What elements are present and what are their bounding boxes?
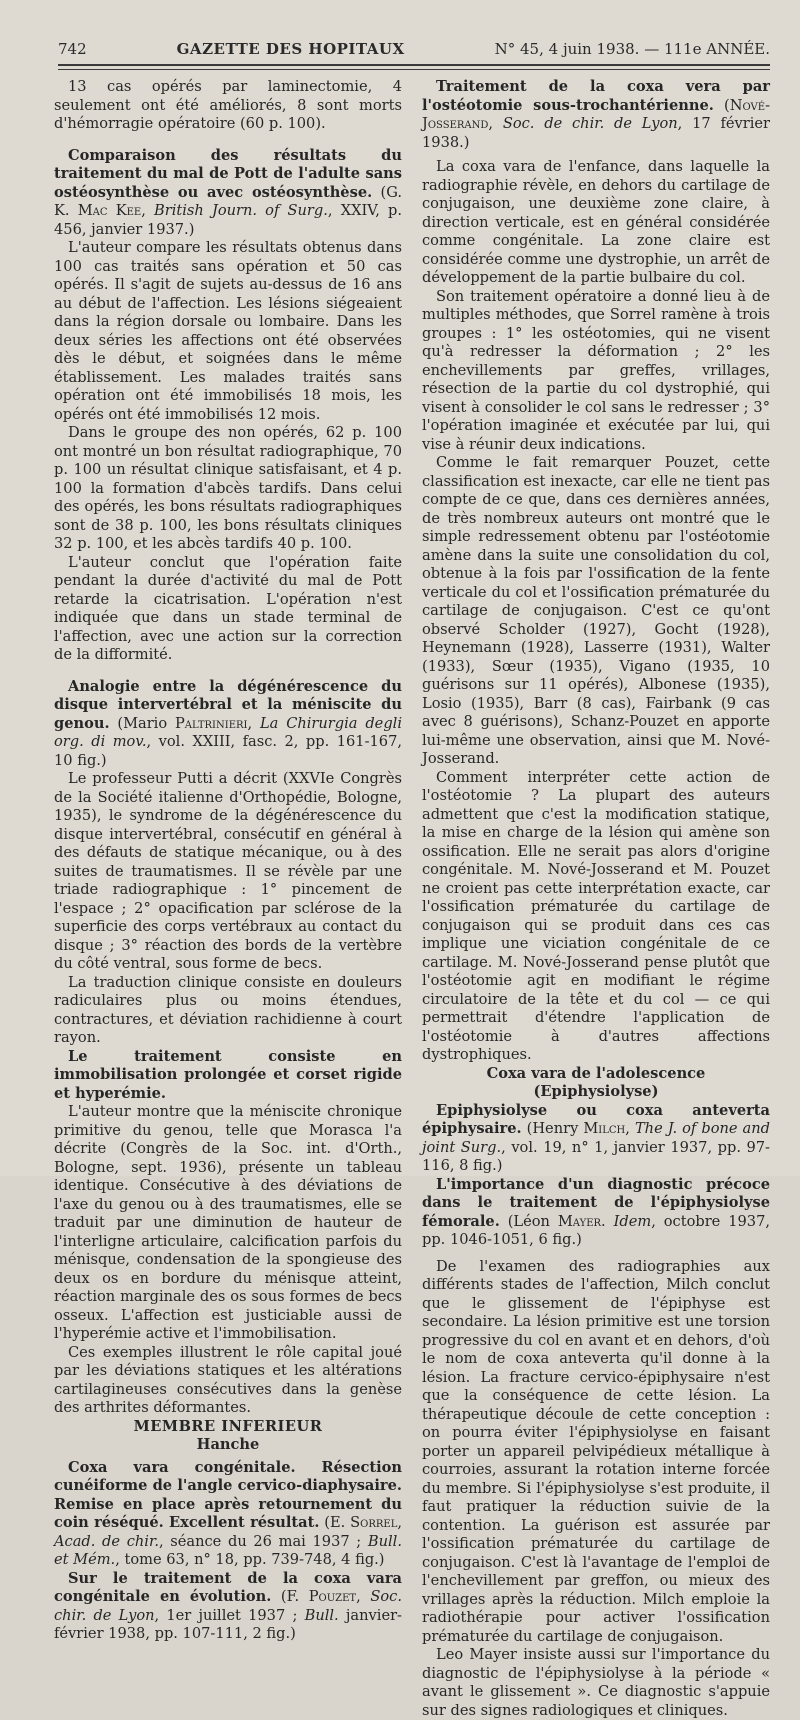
article-heading	[54, 1459, 402, 1570]
ref-text: ,	[397, 1514, 402, 1531]
ref-text: ,	[247, 714, 260, 732]
author-name: Paltrinieri	[174, 714, 248, 732]
article-title: Epiphysiolyse ou coxa anteverta épiphysaire.	[422, 1101, 770, 1137]
author-name: Sorrel	[350, 1514, 398, 1531]
paragraph: L'auteur conclut que l'opération faite pendant la durée d'activité du mal de Pott retarde la cicatrisation. L'opération n'est indiquée que dans un stade terminal de l'affection, avec une action sur la correction de la difformité.	[54, 553, 402, 663]
paragraph: Ces exemples illustrent le rôle capital joué par les déviations statiques et les altérations cartilagineuses consécutives dans la genèse des arthrites déformantes.	[54, 1343, 402, 1416]
article-heading	[422, 78, 770, 152]
paragraph: Leo Mayer insiste aussi sur l'importance du diagnostic de l'épiphysiolyse à la période « avant le glissement ». Ce diagnostic s'appuie sur des signes radiologiques et cliniques.	[422, 1646, 770, 1719]
article-heading	[54, 1570, 402, 1644]
journal-name: The J. of bone and joint Surg.	[422, 1120, 770, 1156]
author-name: Mac Kee	[77, 202, 142, 219]
issue-info: N° 45, 4 juin 1938. — 111e ANNÉE.	[494, 40, 770, 58]
ref-text: , 1er juillet 1937 ;	[154, 1606, 305, 1624]
left-column	[54, 78, 402, 1644]
article-title: Sur le traitement de la coxa vara congénitale en évolution.	[54, 1569, 402, 1605]
ref-text: janvier-février 1938, pp. 107-111, 2 fig.)	[54, 1606, 402, 1642]
paragraph: Son traitement opératoire a donné lieu à de multiples méthodes, que Sorrel ramène à trois groupes : 1° les ostéotomies, qui ne visent qu'à redresser la déformation ; 2° les enchevillements par greffes, vrillages, résection de la partie du col dystrophié, qui visent à consolider le col sans le redresser ; 3° l'opération imaginée et exécutée par lui, qui vise à réunir deux indications.	[422, 287, 770, 453]
ref-text: ,	[488, 115, 503, 132]
ref-text: (E.	[319, 1514, 351, 1531]
article-title: Comparaison des résultats du traitement du mal de Pott de l'adulte sans ostéosynthèse ou avec ostéosynthèse.	[54, 146, 402, 201]
ref-text: , tome 63, n° 18, pp. 739-748, 4 fig.)	[115, 1551, 385, 1568]
article-title: Analogie entre la dégénérescence du disque intervertébral et la méniscite du genou.	[54, 677, 402, 732]
paragraph: Le traitement consiste en immobilisation prolongée et corset rigide et hyperémie.	[54, 1047, 402, 1102]
ref-text: , octobre 1937, pp. 1046-1051, 6 fig.)	[422, 1212, 771, 1248]
ref-text: ,	[625, 1120, 635, 1137]
paragraph: La traduction clinique consiste en douleurs radiculaires plus ou moins étendues, contractures, et déviation rachidienne à court rayon.	[54, 973, 402, 1046]
header-rule-thin	[58, 69, 770, 70]
journal-title: GAZETTE DES HOPITAUX	[176, 40, 405, 58]
ref-text: , séance du 26 mai 1937 ;	[158, 1532, 368, 1550]
author-name: Mayer	[557, 1212, 602, 1230]
paragraph: Comme le fait remarquer Pouzet, cette classification est inexacte, car elle ne tient pas compte de ce que, dans ces dernières années, de très nombreux auteurs ont montré que le simple redressement obtenu par l'ostéotomie amène dans la suite une consolidation du col, obtenue à la fois par l'ossification de la fente verticale du col et l'ossification prématurée du cartilage de conjugaison. C'est ce qu'ont observé Scholder (1927), Gocht (1928), Heynemann (1928), Lasserre (1931), Walter (1933), Sœur (1935), Vigano (1935, 10 guérisons sur 11 opérés), Albonese (1935), Losio (1935), Barr (8 cas), Fairbank (9 cas avec 8 guérisons), Schanz-Pouzet en apporte lui-même une observation, ainsi que M. Nové-Josserand.	[422, 454, 770, 767]
author-name: Nové-Josserand	[422, 96, 770, 132]
ref-text: (Mario	[109, 714, 175, 732]
ref-text: , vol. XXIII, fasc. 2, pp. 161-167, 10 fig.)	[54, 733, 403, 769]
article-title: Coxa vara congénitale. Résection cunéiforme de l'angle cervico-diaphysaire. Remise en place après retournement du coin réséqué. Excellent résultat.	[54, 1458, 402, 1531]
journal-name: British Journ. of Surg.	[154, 202, 328, 219]
ref-text: (Léon	[499, 1212, 558, 1230]
author-name: Pouzet	[308, 1588, 357, 1605]
paragraph: Dans le groupe des non opérés, 62 p. 100 ont montré un bon résultat radiographique, 70 p. 100 un résultat clinique satisfaisant, et 4 p. 100 la formation d'abcès tardifs. Dans celui des opérés, les bons résultats radiographiques sont de 38 p. 100, les bons résultats cliniques 32 p. 100, et les abcès tardifs 40 p. 100.	[54, 424, 402, 552]
journal-name: Soc. chir. de Lyon	[54, 1588, 402, 1624]
ref-text: ,	[356, 1588, 371, 1605]
ref-text: .	[601, 1212, 614, 1230]
subsection-title: Hanche	[196, 1436, 260, 1453]
right-column	[422, 78, 770, 1720]
journal-name: Soc. de chir. de Lyon	[502, 115, 678, 132]
paragraph: 13 cas opérés par laminectomie, 4 seulement ont été améliorés, 8 sont morts d'hémorragie opératoire (60 p. 100).	[54, 78, 402, 132]
paragraph: La coxa vara de l'enfance, dans laquelle la radiographie révèle, en dehors du cartilage de conjugaison, une deuxième zone claire, à direction verticale, est en général considérée comme congénitale. La zone claire est considérée comme une dystrophie, un arrêt de développement de la partie bulbaire du col.	[422, 158, 770, 286]
paragraph: L'auteur compare les résultats obtenus dans 100 cas traités sans opération et 50 cas opérés. Il s'agit de sujets au-dessus de 16 ans au début de l'affection. Les lésions siégeaient dans la région dorsale ou lombaire. Dans les deux séries les affections ont été observées dès le début, et soignées dans le même établissement. Les malades traités sans opération ont été immobilisés 18 mois, les opérés ont été immobilisés 12 mois.	[54, 239, 402, 423]
ref-text: (	[713, 96, 730, 114]
journal-name: Bull. et Mém.	[54, 1532, 402, 1568]
header-rule	[58, 64, 770, 66]
paragraph: Le professeur Putti a décrit (XXVIe Congrès de la Société italienne d'Orthopédie, Bologne, 1935), le syndrome de la dégénérescence du disque intervertébral, consécutif en général à des défauts de statique mécanique, ou à des suites de traumatismes. Il se révèle par une triade radiographique : 1° pincement de l'espace ; 2° opacification par sclérose de la superficie des corps vertébraux au contact du disque ; 3° réaction des bords de la vertèbre du côté ventral, sous forme de becs.	[54, 770, 402, 972]
article-heading	[54, 147, 402, 240]
subsection-title: Coxa vara de l'adolescence (Epiphysiolyse)	[486, 1064, 706, 1100]
ref-text: , vol. 19, n° 1, janvier 1937, pp. 97-116, 8 fig.)	[422, 1138, 770, 1174]
ref-text: ,	[141, 202, 155, 219]
article-title: L'importance d'un diagnostic précoce dans le traitement de l'épiphysiolyse fémorale.	[422, 1175, 770, 1230]
ref-text: , 17 février 1938.)	[422, 115, 770, 151]
ref-text: (F.	[271, 1588, 309, 1605]
author-name: Milch	[583, 1120, 626, 1137]
ref-text: , XXIV, p. 456, janvier 1937.)	[54, 202, 403, 238]
article-title: Traitement de la coxa vera par l'ostéotomie sous-trochantérienne.	[422, 78, 770, 114]
ref-text: (G. K.	[54, 183, 402, 219]
paragraph: L'auteur montre que la méniscite chronique primitive du genou, telle que Morasca l'a décrite (Congrès de la Soc. int. d'Orth., Bologne, sept. 1936), présente un tableau identique. Consécutive à des déviations de l'axe du genou ou à des traumatismes, elle se traduit par une diminution de hauteur de l'interligne articulaire, calcification parfois du ménisque, condensation de la spongieuse des deux os en bordure du ménisque atteint, réaction marginale des os sous formes de becs osseux. L'affection est justiciable aussi de l'hyperémie active et l'immobilisation.	[54, 1103, 402, 1342]
ref-text: (Henry	[521, 1120, 584, 1137]
page-number: 742	[58, 40, 87, 58]
section-title: MEMBRE INFERIEUR	[133, 1417, 323, 1435]
paragraph: Comment interpréter cette action de l'ostéotomie ? La plupart des auteurs admettent que c'est la modification statique, la mise en charge de la lésion qui amène son ossification. Elle ne serait pas alors d'origine congénitale. M. Nové-Josserand et M. Pouzet ne croient pas cette interprétation exacte, car l'ossification prématurée du cartilage de conjugaison qui se produit dans ces cas implique une viciation congénitale de ce cartilage. M. Nové-Josserand pense plutôt que l'ostéotomie agit en modifiant le régime circulatoire de la tête et du col — ce qui permettrait d'étendre l'application de l'ostéotomie à d'autres affections dystrophiques.	[422, 768, 770, 1063]
article-heading	[422, 1176, 770, 1250]
journal-name: Bull.	[304, 1606, 339, 1624]
paragraph: De l'examen des radiographies aux différents stades de l'affection, Milch conclut que le glissement de l'épiphyse est secondaire. La lésion primitive est une torsion progressive du col en avant et en dehors, d'où le nom de coxa anteverta qu'il donne à la lésion. La fracture cervico-épiphysaire n'est que la conséquence de cette lésion. La thérapeutique découle de cette conception : on pourra éviter l'épiphysiolyse en faisant porter un appareil pelvipédieux métallique à courroies, assurant la rotation interne forcée du membre. Si l'épiphysiolyse s'est produite, il faut pratiquer la réduction suivie de la contention. La guérison est assurée par l'ossification prématurée du cartilage de conjugaison. C'est là l'avantage de l'emploi de l'enchevillement par greffon, ou mieux des vrillages après la réduction. Milch emploie la radiothérapie pour activer l'ossification prématurée du cartilage de conjugaison.	[422, 1257, 770, 1645]
journal-name: Acad. de chir.	[54, 1532, 159, 1550]
journal-name: Idem	[613, 1212, 652, 1230]
article-heading	[54, 678, 402, 771]
journal-name: La Chirurgia degli org. di mov.	[54, 714, 402, 750]
running-header	[58, 40, 770, 64]
article-heading	[422, 1102, 770, 1176]
